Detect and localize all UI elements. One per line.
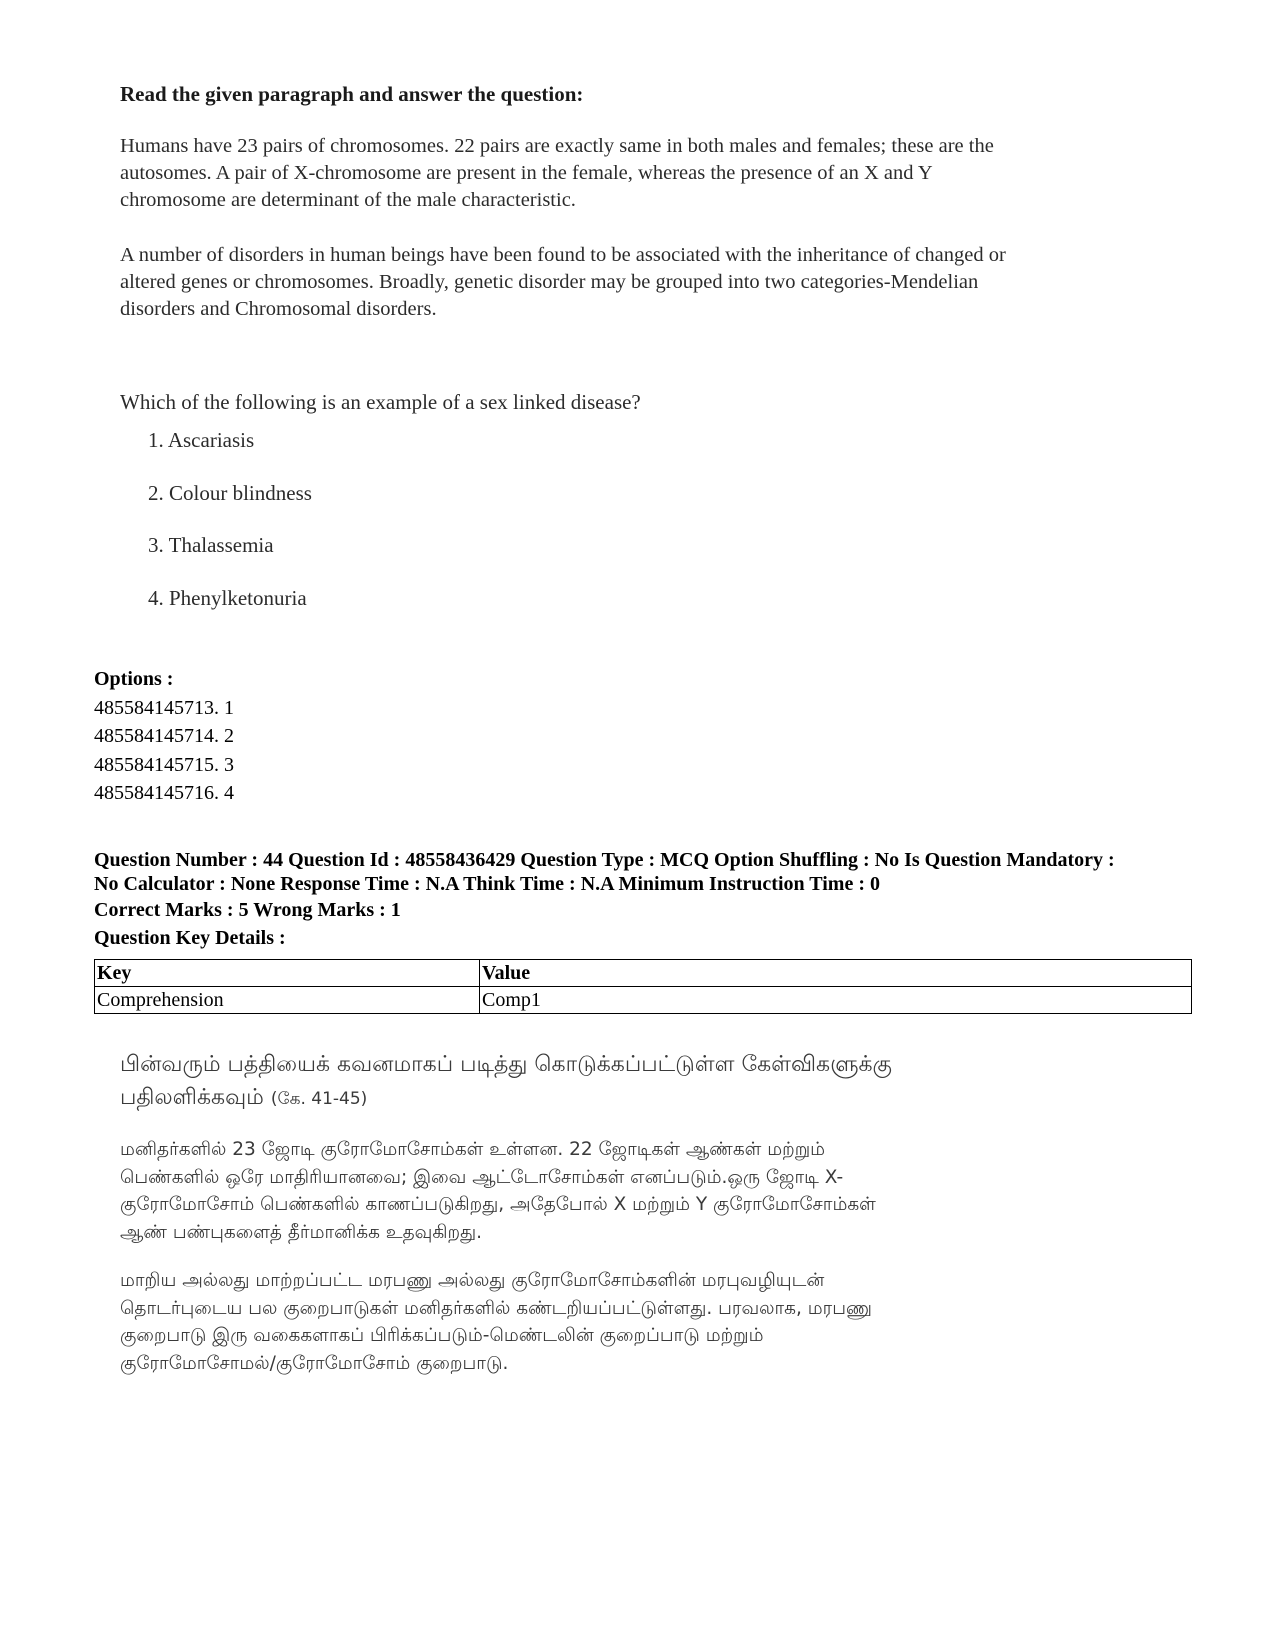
paragraph-line: A number of disorders in human beings have been found to be associated with the inheritance of changed or (120, 244, 1006, 266)
paragraph-line: குறைபாடு இரு வகைகளாகப் பிரிக்கப்படும்-மெண்டலின் குறைப்பாடு மற்றும் (120, 1325, 764, 1346)
paragraph-line: பெண்களில் ஒரே மாதிரியானவை; இவை ஆட்டோசோம்கள் எனப்படும்.ஒரு ஜோடி X- (120, 1166, 844, 1188)
tamil-heading (120, 1048, 1170, 1116)
tamil-paragraph-2 (120, 1267, 1170, 1377)
meta-line: No Calculator : None Response Time : N.A Think Time : N.A Minimum Instruction Time : 0 (94, 873, 880, 895)
paragraph-line: altered genes or chromosomes. Broadly, genetic disorder may be grouped into two categories-Mendelian (120, 271, 979, 293)
paragraph-line: autosomes. A pair of X-chromosome are present in the female, whereas the presence of an X and Y (120, 162, 933, 184)
options-title: Options : (94, 668, 174, 690)
paragraph-line: disorders and Chromosomal disorders. (120, 298, 437, 320)
choice-item: 3. Thalassemia (148, 533, 274, 557)
tamil-heading-suffix: (கே. 41-45) (270, 1089, 368, 1109)
options-list (94, 665, 234, 808)
paragraph-line: மாறிய அல்லது மாற்றப்பட்ட மரபணு அல்லது குரோமோசோம்களின் மரபுவழியுடன் (120, 1270, 825, 1291)
choice-item: 2. Colour blindness (148, 481, 312, 505)
table-header-row (95, 960, 1192, 987)
paragraph-line: குரோமோசோம் பெண்களில் காணப்படுகிறது, அதேபோல் X மற்றும் Y குரோமோசோம்கள் (120, 1194, 876, 1215)
tamil-heading-text: பதிலளிக்கவும் (120, 1085, 264, 1110)
option-item: 485584145715. 3 (94, 753, 234, 776)
paragraph-line: குரோமோசோமல்/குரோமோசோம் குறைபாடு. (120, 1352, 509, 1374)
question-paragraph-1 (120, 133, 1170, 214)
meta-line: Question Number : 44 Question Id : 48558436429 Question Type : MCQ Option Shuffling : No Is Question Mandatory : (94, 849, 1115, 871)
question-paragraph-2 (120, 242, 1170, 323)
option-item: 485584145714. 2 (94, 725, 234, 747)
paragraph-line: ஆண் பண்புகளைத் தீர்மானிக்க உதவுகிறது. (120, 1221, 483, 1243)
question-image-heading: Read the given paragraph and answer the question: (120, 82, 584, 106)
option-item: 485584145716. 4 (94, 782, 234, 804)
option-item: 485584145713. 1 (94, 696, 234, 719)
key-details-title: Question Key Details : (94, 927, 286, 949)
tamil-paragraph-1 (120, 1136, 1170, 1246)
tamil-heading-line: பின்வரும் பத்தியைக் கவனமாகப் படித்து கொடுக்கப்பட்டுள்ள கேள்விகளுக்கு (120, 1052, 892, 1077)
paragraph-line: chromosome are determinant of the male characteristic. (120, 189, 576, 211)
table-row (95, 987, 1192, 1014)
paragraph-line: Humans have 23 pairs of chromosomes. 22 pairs are exactly same in both males and females; these are the (120, 135, 994, 157)
table-header-cell: Key (95, 960, 480, 987)
paragraph-line: மனிதர்களில் 23 ஜோடி குரோமோசோம்கள் உள்ளன. 22 ஜோடிகள் ஆண்கள் மற்றும் (120, 1139, 826, 1160)
tamil-heading-line (120, 1081, 1170, 1116)
question-meta (94, 848, 1194, 896)
table-header-cell: Value (480, 960, 1192, 987)
table-cell: Comprehension (95, 987, 480, 1014)
choice-item: 1. Ascariasis (148, 428, 255, 452)
question-text: Which of the following is an example of a sex linked disease? (120, 390, 641, 414)
paragraph-line: தொடர்புடைய பல குறைபாடுகள் மனிதர்களில் கண்டறியப்பட்டுள்ளது. பரவலாக, மரபணு (120, 1297, 872, 1319)
choice-item: 4. Phenylketonuria (148, 586, 307, 610)
table-cell: Comp1 (480, 987, 1192, 1014)
marks-line: Correct Marks : 5 Wrong Marks : 1 (94, 899, 401, 921)
key-details-table (94, 959, 1192, 1014)
